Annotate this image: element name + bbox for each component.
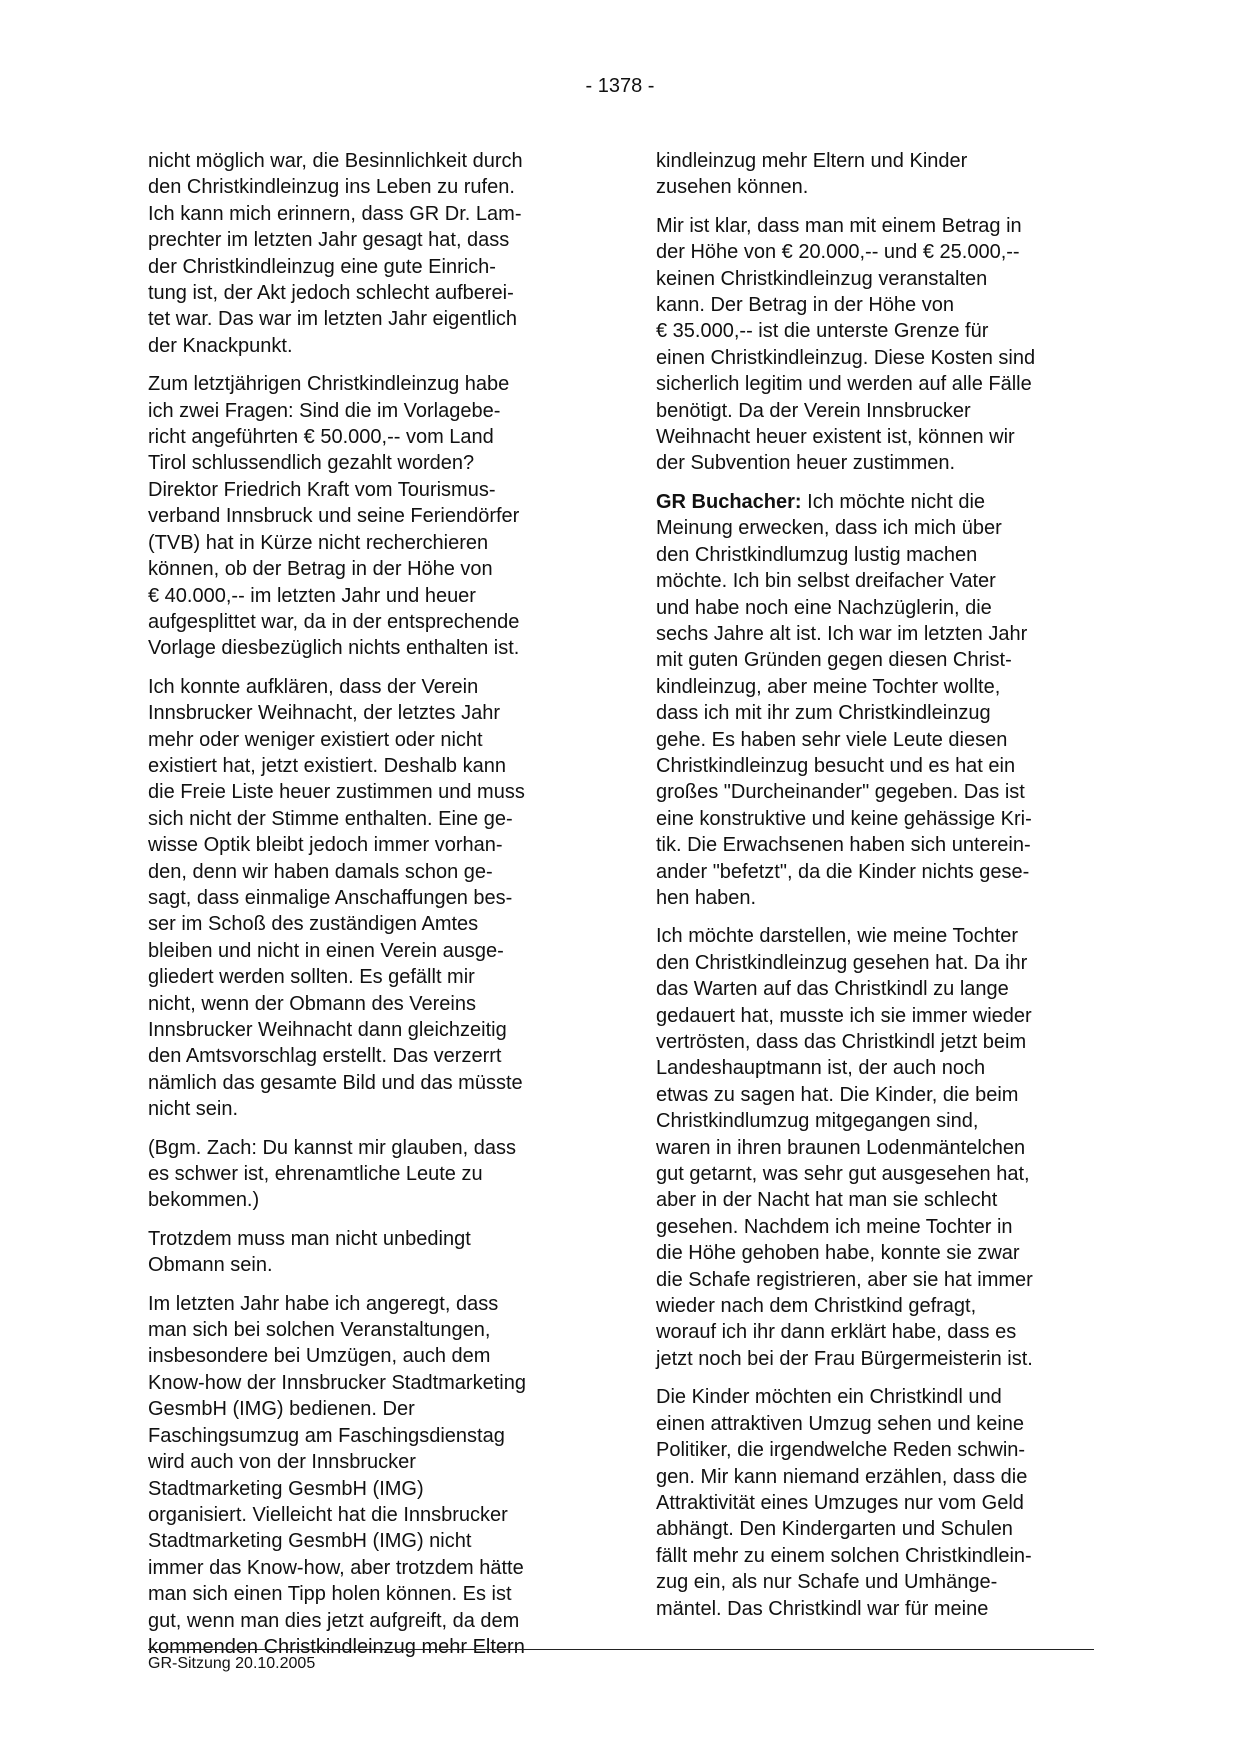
left-column — [148, 148, 588, 1672]
interjection-paragraph: (Bgm. Zach: Du kannst mir glauben, dass es schwer ist, ehrenamtliche Leute zu bekommen.) — [148, 1136, 516, 1212]
paragraph: Die Kinder möchten ein Christkindl und einen attraktiven Umzug sehen und keine Politiker, die irgendwelche Reden schwin- gen. Mir kann niemand erzählen, dass die Attraktivität eines Umzuges nur vom Geld abhängt. Den Kindergarten und Schulen fällt mehr zu einem solchen Christkindlein- zug ein, als nur Schafe und Umhänge- mäntel. Das Christkindl war für meine — [656, 1386, 1032, 1620]
speech-paragraph — [656, 489, 1096, 912]
footer-divider — [148, 1649, 1094, 1650]
paragraph: Im letzten Jahr habe ich angeregt, dass man sich bei solchen Veranstaltungen, insbesondere bei Umzügen, auch dem Know-how der Innsbrucker Stadtmarketing GesmbH (IMG) bedienen. Der Faschingsumzug am Faschingsdienstag wird auch von der Innsbrucker Stadtmarketing GesmbH (IMG) organisiert. Vielleicht hat die Innsbrucker Stadtmarketing GesmbH (IMG) nicht immer das Know-how, aber trotzdem hätte man sich einen Tipp holen können. Es ist gut, wenn man dies jetzt aufgreift, da dem kommenden Christkindleinzug mehr Eltern — [148, 1292, 526, 1658]
paragraph: kindleinzug mehr Eltern und Kinder zusehen können. — [656, 150, 968, 199]
paragraph: Zum letztjährigen Christkindleinzug habe ich zwei Fragen: Sind die im Vorlagebe- richt angeführten € 50.000,-- vom Land Tirol schlussendlich gezahlt worden? Direktor Friedrich Kraft vom Tourismus- verband Innsbruck und seine Feriendörfer (TVB) hat in Kürze nicht recherchieren können, ob der Betrag in der Höhe von € 40.000,-- im letzten Jahr und heuer aufgesplittet war, da in der entsprechende Vorlage diesbezüglich nichts enthalten ist. — [148, 373, 520, 660]
footer-session-date: GR-Sitzung 20.10.2005 — [148, 1655, 316, 1672]
paragraph: Trotzdem muss man nicht unbedingt Obmann sein. — [148, 1227, 471, 1277]
right-column — [656, 148, 1096, 1634]
paragraph: Mir ist klar, dass man mit einem Betrag in der Höhe von € 20.000,-- und € 25.000,-- keinen Christkindleinzug veranstalten kann. Der Betrag in der Höhe von € 35.000,-- ist die unterste Grenze für einen Christkindleinzug. Diese Kosten sind sicherlich legitim und werden auf alle Fälle benötigt. Da der Verein Innsbrucker Weihnacht heuer existent ist, können wir der Subvention heuer zustimmen. — [656, 214, 1036, 475]
paragraph: Ich konnte aufklären, dass der Verein Innsbrucker Weihnacht, der letztes Jahr mehr oder weniger existiert oder nicht existiert hat, jetzt existiert. Deshalb kann die Freie Liste heuer zustimmen und muss sich nicht der Stimme enthalten. Eine ge- wisse Optik bleibt jedoch immer vorhan- den, denn wir haben damals schon ge- sagt, dass einmalige Anschaffungen bes- ser im Schoß des zuständigen Amtes bleiben und nicht in einen Verein ausge- gliedert werden sollten. Es gefällt mir nicht, wenn der Obmann des Vereins Innsbrucker Weihnacht dann gleichzeitig den Amtsvorschlag erstellt. Das verzerrt nämlich das gesamte Bild und das müsste nicht sein. — [148, 675, 525, 1121]
speech-text: Ich möchte nicht die Meinung erwecken, dass ich mich über den Christkindlumzug lustig machen möchte. Ich bin selbst dreifacher Vater und habe noch eine Nachzüglerin, die sechs Jahre alt ist. Ich war im letzten Jahr mit guten Gründen gegen diesen Christ- kindleinzug, aber meine Tochter wollte, dass ich mit ihr zum Christkindleinzug gehe. Es haben sehr viele Leute diesen Christkindleinzug besucht und es hat ein großes "Durcheinander" gegeben. Das ist eine konstruktive und keine gehässige Kri- tik. Die Erwachsenen haben sich unterein- ander "befetzt", da die Kinder nichts gese- hen haben. — [656, 490, 1032, 909]
paragraph: nicht möglich war, die Besinnlichkeit durch den Christkindleinzug ins Leben zu rufen. Ich kann mich erinnern, dass GR Dr. Lam- prechter im letzten Jahr gesagt hat, dass der Christkindleinzug eine gute Einrich- tung ist, der Akt jedoch schlecht aufberei- tet war. Das war im letzten Jahr eigentlich der Knackpunkt. — [148, 150, 523, 357]
paragraph: Ich möchte darstellen, wie meine Tochter den Christkindleinzug gesehen hat. Da ihr das Warten auf das Christkindl zu lange gedauert hat, musste ich sie immer wieder vertrösten, dass das Christkindl jetzt beim Landeshauptmann ist, der auch noch etwas zu sagen hat. Die Kinder, die beim Christkindlumzug mitgegangen sind, waren in ihren braunen Lodenmäntelchen gut getarnt, was sehr gut ausgesehen hat, aber in der Nacht hat man sie schlecht gesehen. Nachdem ich meine Tochter in die Höhe gehoben habe, konnte sie zwar die Schafe registrieren, aber sie hat immer wieder nach dem Christkind gefragt, worauf ich ihr dann erklärt habe, dass es jetzt noch bei der Frau Bürgermeisterin ist. — [656, 925, 1033, 1370]
page-number: - 1378 - — [585, 75, 655, 97]
speaker-name: GR Buchacher: — [656, 490, 802, 513]
